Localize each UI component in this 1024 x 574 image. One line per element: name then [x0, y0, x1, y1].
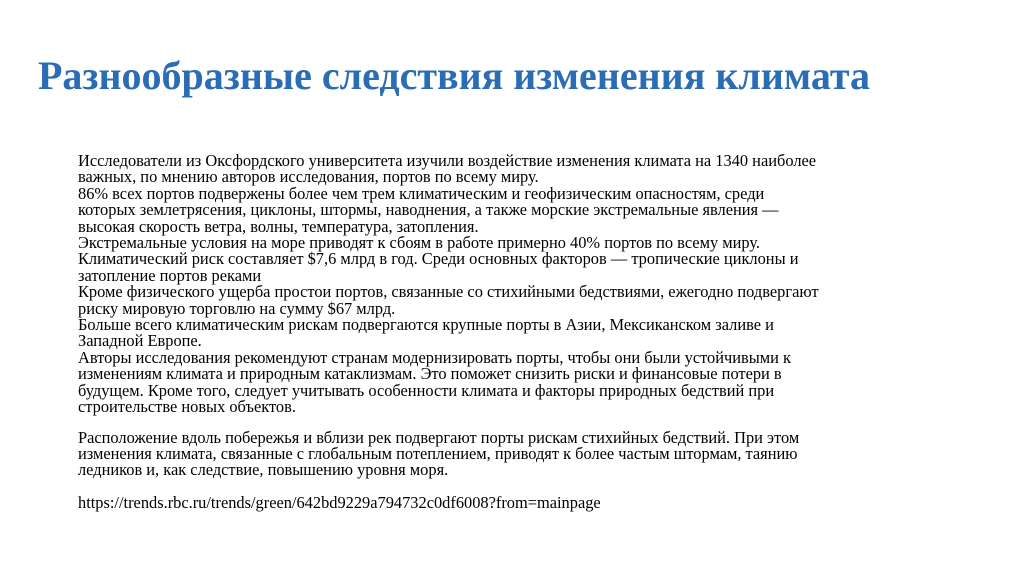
paragraph-coastal-risk [78, 427, 948, 480]
text-line: затопление портов реками [78, 265, 262, 285]
text-line: 86% всех портов подвержены более чем трем климатическим и геофизическим опасностям, среди [78, 183, 765, 203]
source-link [78, 492, 948, 512]
text-line: строительстве новых объектов. [78, 397, 296, 417]
text-line: будущем. Кроме того, следует учитывать особенности климата и факторы природных бедствий при [78, 380, 775, 400]
paragraph-port-research [78, 153, 948, 416]
text-line: Кроме физического ущерба простои портов, связанные со стихийными бедствиями, ежегодно подвергают [78, 282, 819, 302]
text-line: Расположение вдоль побережья и вблизи рек подвергают порты рискам стихийных бедствий. При этом [78, 427, 800, 447]
slide-title: Разнообразные следствия изменения климата [38, 53, 870, 98]
text-line: высокая скорость ветра, волны, температура, затопления. [78, 216, 479, 236]
text-line: Исследователи из Оксфордского университета изучили воздействие изменения климата на 1340 наиболее [78, 151, 817, 170]
text-line: Климатический риск составляет $7,6 млрд в год. Среди основных факторов — тропические циклоны и [78, 249, 799, 269]
text-line: которых землетрясения, циклоны, штормы, наводнения, а также морские экстремальные явления — [78, 200, 779, 220]
text-line: Экстремальные условия на море приводят к сбоям в работе примерно 40% портов по всему миру. [78, 233, 761, 253]
text-line: важных, по мнению авторов исследования, портов по всему миру. [78, 167, 539, 187]
text-line: изменения климата, связанные с глобальным потеплением, приводят к более частым штормам, таянию [78, 443, 798, 463]
text-line: изменениям климата и природным катаклизмам. Это поможет снизить риски и финансовые потери в [78, 364, 782, 384]
source-url: https://trends.rbc.ru/trends/green/642bd9229a794732c0df6008?from=mainpage [78, 492, 601, 512]
slide-body [78, 153, 948, 511]
text-line: Авторы исследования рекомендуют странам модернизировать порты, чтобы они были устойчивыми к [78, 347, 791, 367]
text-line: Западной Европе. [78, 331, 202, 351]
text-line: ледников и, как следствие, повышению уровня моря. [78, 460, 449, 480]
text-line: риску мировую торговлю на сумму $67 млрд. [78, 298, 396, 318]
text-line: Больше всего климатическим рискам подвергаются крупные порты в Азии, Мексиканском заливе и [78, 315, 774, 335]
